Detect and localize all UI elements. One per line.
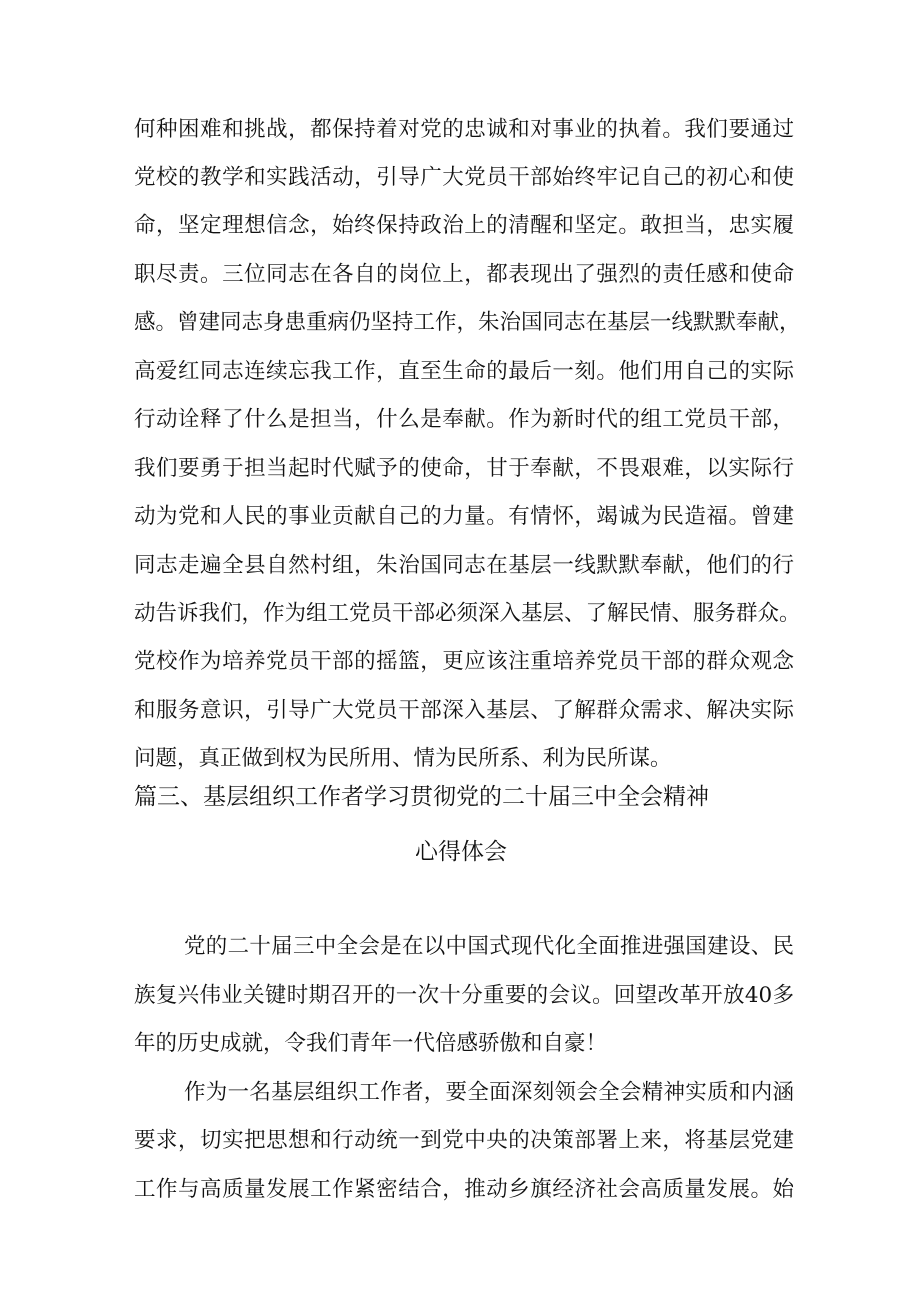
text-line: 问题，真正做到权为民所用、情为民所系、利为民所谋。 bbox=[134, 746, 672, 771]
text-line: 工作与高质量发展工作紧密结合，推动乡旗经济社会高质量发展。始 bbox=[134, 1177, 794, 1202]
text-line: 要求，切实把思想和行动统一到党中央的决策部署上来，将基层党建 bbox=[134, 1128, 794, 1153]
text-line: 族复兴伟业关键时期召开的一次十分重要的会议。回望改革开放40多 bbox=[134, 983, 794, 1008]
text-line: 党的二十届三中全会是在以中国式现代化全面推进强国建设、民 bbox=[184, 934, 794, 959]
text-line: 动为党和人民的事业贡献自己的力量。有情怀，竭诚为民造福。曾建 bbox=[134, 504, 794, 529]
text-line: 感。曾建同志身患重病仍坚持工作，朱治国同志在基层一线默默奉献， bbox=[134, 310, 801, 335]
text-line: 行动诠释了什么是担当，什么是奉献。作为新时代的组工党员干部， bbox=[134, 407, 794, 432]
section-heading-subtitle: 心得体会 bbox=[415, 839, 507, 865]
text-line: 动告诉我们，作为组工党员干部必须深入基层、了解民情、服务群众。 bbox=[134, 601, 801, 626]
text-line: 同志走遍全县自然村组，朱治国同志在基层一线默默奉献，他们的行 bbox=[134, 553, 794, 578]
text-line: 党校的教学和实践活动，引导广大党员干部始终牢记自己的初心和使 bbox=[134, 165, 794, 190]
text-line: 作为一名基层组织工作者，要全面深刻领会全会精神实质和内涵 bbox=[184, 1080, 794, 1105]
text-line: 何种困难和挑战，都保持着对党的忠诚和对事业的执着。我们要通过 bbox=[134, 117, 794, 142]
section-heading-title: 篇三、基层组织工作者学习贯彻党的二十届三中全会精神 bbox=[134, 784, 709, 810]
text-line: 我们要勇于担当起时代赋予的使命，甘于奉献，不畏艰难，以实际行 bbox=[134, 456, 794, 481]
text-line: 党校作为培养党员干部的摇篮，更应该注重培养党员干部的群众观念 bbox=[134, 649, 794, 674]
text-line: 命，坚定理想信念，始终保持政治上的清醒和坚定。敢担当，忠实履 bbox=[134, 213, 794, 238]
text-line: 年的历史成就，令我们青年一代倍感骄傲和自豪！ bbox=[134, 1031, 608, 1056]
text-line: 职尽责。三位同志在各自的岗位上，都表现出了强烈的责任感和使命 bbox=[134, 262, 794, 287]
text-line: 和服务意识，引导广大党员干部深入基层、了解群众需求、解决实际 bbox=[134, 698, 794, 723]
text-line: 高爱红同志连续忘我工作，直至生命的最后一刻。他们用自己的实际 bbox=[134, 359, 794, 384]
